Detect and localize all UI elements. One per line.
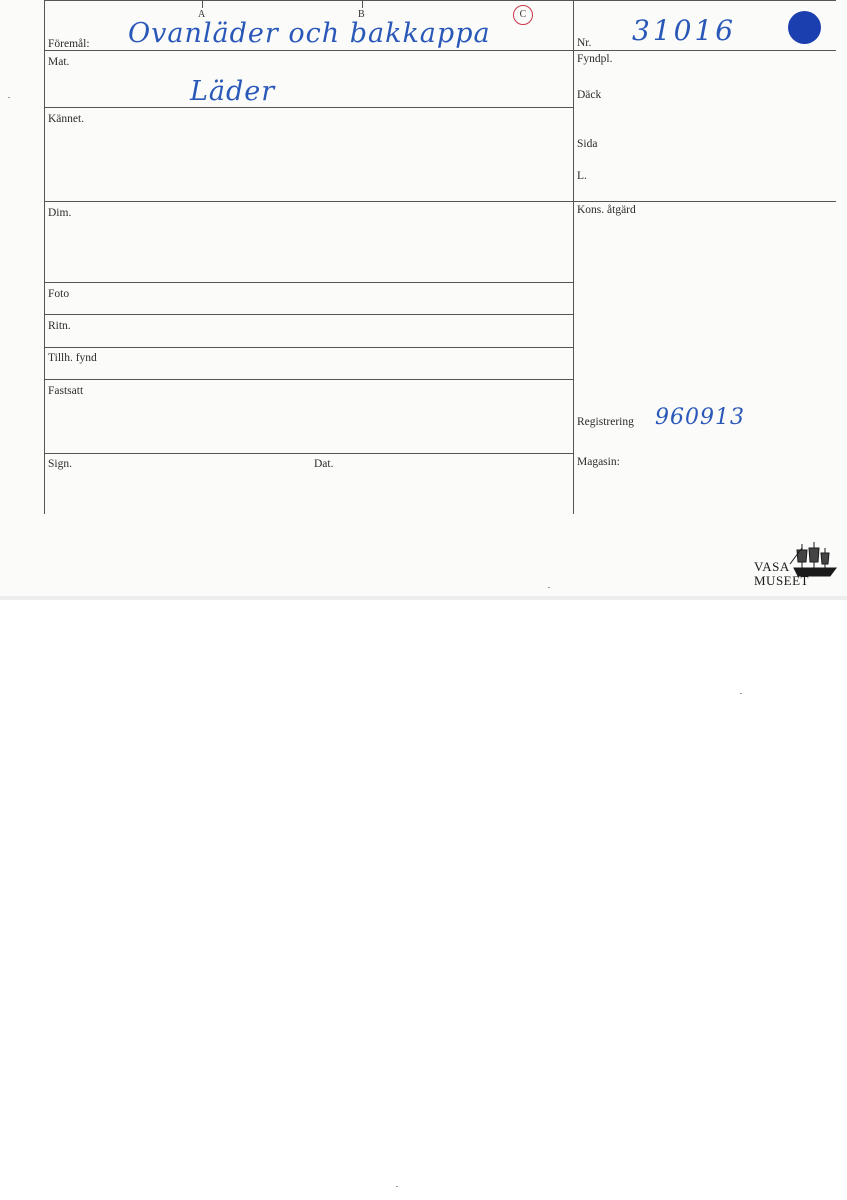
top-border (44, 0, 836, 1)
row-line-mat (44, 107, 573, 108)
logo-text-museet: MUSEET (754, 573, 809, 588)
label-sign: Sign. (48, 458, 72, 470)
row-line-dim (44, 282, 573, 283)
label-dack: Däck (577, 89, 602, 101)
row-line-foremal (44, 50, 573, 51)
label-registrering: Registrering (577, 416, 634, 428)
scan-speck (548, 587, 550, 588)
scan-speck (396, 1186, 398, 1187)
label-fyndpl: Fyndpl. (577, 53, 613, 65)
row-line-tillh (44, 379, 573, 380)
row-line-ritn (44, 347, 573, 348)
handwritten-nr: 31016 (632, 14, 737, 47)
column-letter-c-circled: C (513, 5, 533, 25)
label-mat: Mat. (48, 56, 70, 68)
row-line-fastsatt (44, 453, 573, 454)
handwritten-foremal: Ovanläder och bakkappa (128, 18, 491, 49)
column-tick-a (202, 0, 203, 8)
logo-text-vasa: VASA (754, 559, 790, 574)
label-l: L. (577, 170, 587, 182)
label-kannet: Kännet. (48, 113, 85, 125)
label-fastsatt: Fastsatt (48, 385, 84, 397)
row-line-nr (573, 50, 836, 51)
scan-speck (8, 97, 10, 98)
label-foto: Foto (48, 288, 70, 300)
label-dim: Dim. (48, 207, 72, 219)
row-line-kannet (44, 201, 836, 202)
middle-divider (573, 0, 574, 514)
column-tick-b (362, 0, 363, 8)
label-magasin: Magasin: (577, 456, 620, 468)
left-border (44, 0, 45, 514)
label-kons-atgard: Kons. åtgärd (577, 204, 636, 216)
handwritten-mat: Läder (190, 76, 276, 107)
label-ritn: Ritn. (48, 320, 71, 332)
blue-marker-dot (788, 11, 821, 44)
vasa-museet-logo (754, 540, 838, 592)
label-foremal: Föremål: (48, 38, 90, 50)
card-bottom-edge (0, 596, 847, 600)
column-letter-b: B (358, 9, 365, 20)
label-dat: Dat. (314, 458, 334, 470)
label-nr: Nr. (577, 37, 592, 49)
label-sida: Sida (577, 138, 598, 150)
handwritten-registrering: 960913 (655, 405, 745, 430)
column-letter-a: A (198, 9, 206, 20)
scan-speck (740, 693, 742, 694)
row-line-foto (44, 314, 573, 315)
label-tillh-fynd: Tillh. fynd (48, 352, 97, 364)
